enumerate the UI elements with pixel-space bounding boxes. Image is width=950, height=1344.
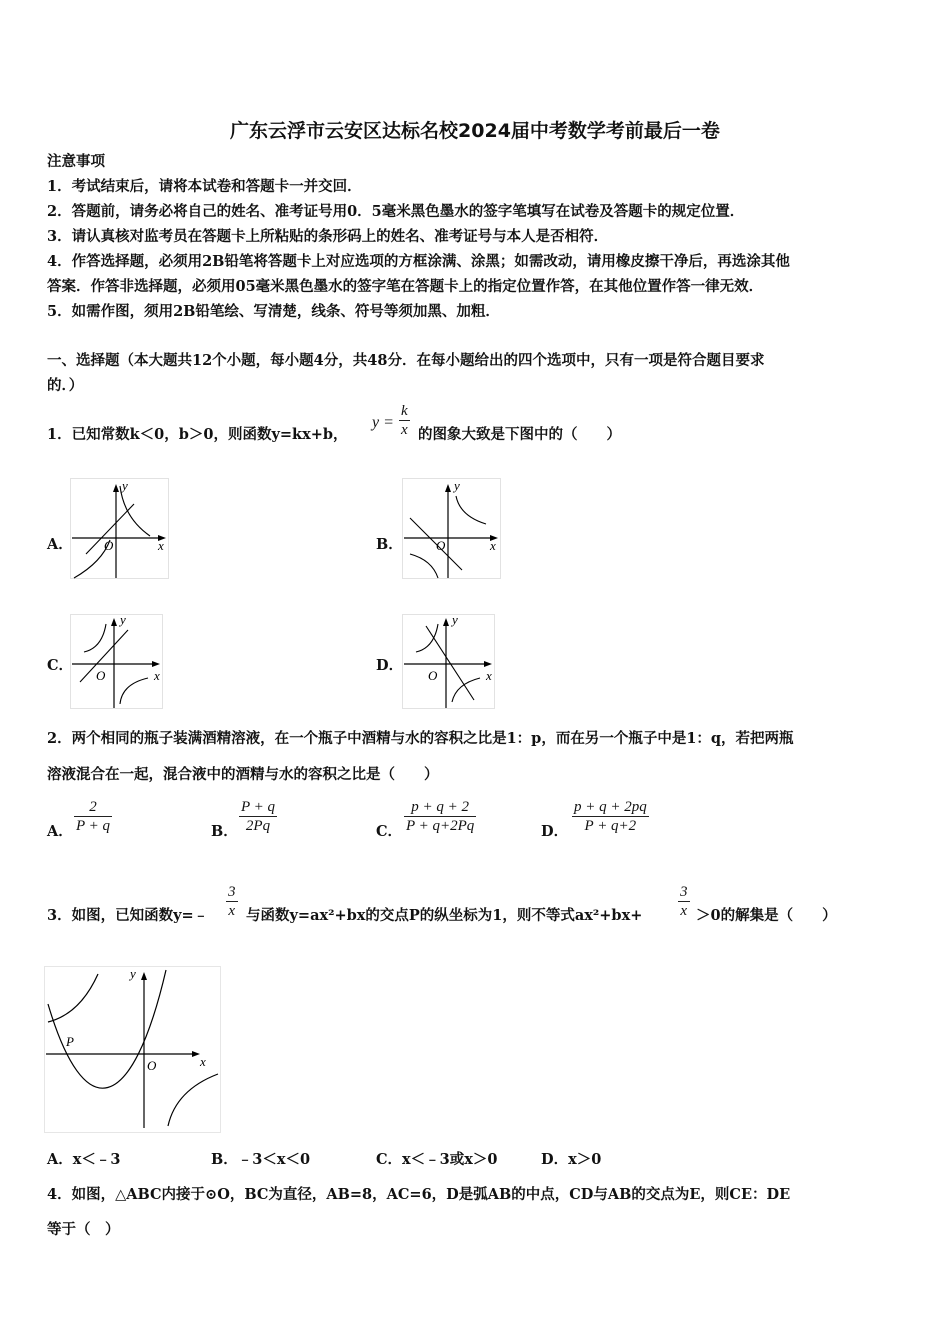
q3-option-b[interactable]: B．﹣3＜x＜0 — [211, 1151, 311, 1168]
q2-option-d-frac — [572, 798, 649, 835]
q1-option-b[interactable]: B． — [376, 536, 403, 553]
notice-item: 答案．作答非选择题，必须用05毫米黑色墨水的签字笔在答题卡上的指定位置作答，在其他位置作答一律无效． — [47, 278, 764, 295]
frac-den: P + q+2Pq — [406, 818, 475, 834]
q1-graph-axis-x: x — [154, 668, 160, 683]
q3-fraction — [226, 883, 238, 920]
q2-option-c[interactable]: C． — [376, 823, 403, 840]
frac-num: 3 — [228, 884, 236, 900]
q1-formula-num: k — [401, 403, 408, 419]
q3-stem: 3．如图，已知函数y=﹣ — [47, 907, 209, 924]
q1-graph-origin: O — [104, 538, 114, 553]
q1-option-d[interactable]: D． — [376, 657, 404, 674]
frac-den: 2Pq — [239, 816, 277, 835]
q4-stem: 4．如图，△ABC内接于⊙O，BC为直径，AB=8，AC=6，D是弧AB的中点，CD与AB的交点为E，则CE：DE — [47, 1186, 791, 1203]
section-heading-cont: 的．） — [47, 377, 84, 394]
page-title: 广东云浮市云安区达标名校2024届中考数学考前最后一卷 — [230, 120, 720, 142]
q1-stem: 1．已知常数k＜0，b＞0，则函数y=kx+b， — [47, 426, 348, 443]
q1-graph-a — [70, 478, 170, 580]
q1-graph-b — [402, 478, 502, 580]
q1-graph-d — [402, 614, 502, 710]
notice-item: 3．请认真核对监考员在答题卡上所粘贴的条形码上的姓名、准考证号与本人是否相符． — [47, 228, 609, 245]
section-heading: 一、选择题（本大题共12个小题，每小题4分，共48分．在每小题给出的四个选项中，只有一项是符合题目要求 — [47, 352, 765, 369]
notice-item: 5．如需作图，须用2B铅笔绘、写清楚，线条、符号等须加黑、加粗． — [47, 303, 500, 320]
frac-num: 2 — [89, 799, 97, 815]
notice-item: 1．考试结束后，请将本试卷和答题卡一并交回． — [47, 178, 362, 195]
q3-option-a[interactable]: A．x＜﹣3 — [47, 1151, 121, 1168]
q3-graph — [44, 966, 224, 1136]
q3-stem-middle: 与函数y=ax²+bx的交点P的纵坐标为1，则不等式ax²+bx+ — [246, 907, 643, 924]
frac-num: p + q + 2 — [411, 799, 470, 815]
q2-option-d[interactable]: D． — [541, 823, 569, 840]
notice-item: 4．作答选择题，必须用2B铅笔将答题卡上对应选项的方框涂满、涂黑；如需改动，请用橡皮擦干净后，再选涂其他 — [47, 253, 790, 270]
q1-formula-lhs: y = — [372, 414, 394, 431]
frac-den: P + q — [76, 818, 111, 834]
q3-option-d[interactable]: D．x＞0 — [541, 1151, 602, 1168]
q2-option-b-frac — [239, 798, 277, 835]
q1-graph-origin: O — [96, 668, 106, 683]
q1-graph-axis-y: y — [454, 478, 460, 493]
q1-option-a[interactable]: A． — [47, 536, 73, 553]
q1-graph-c — [70, 614, 170, 710]
frac-num: 3 — [680, 884, 688, 900]
frac-den: P + q+2 — [572, 816, 649, 835]
q1-stem-end: 的图象大致是下图中的（ ） — [418, 426, 621, 443]
q1-graph-axis-y: y — [452, 612, 458, 627]
q1-graph-axis-y: y — [122, 478, 128, 493]
q3-option-c[interactable]: C．x＜﹣3或x＞0 — [376, 1151, 498, 1168]
q1-graph-axis-x: x — [490, 538, 496, 553]
notice-heading: 注意事项 — [47, 153, 105, 170]
q2-option-b[interactable]: B． — [211, 823, 238, 840]
q1-formula-fraction — [399, 402, 410, 439]
q3-axis-x: x — [200, 1054, 206, 1069]
notice-item: 2．答题前，请务必将自己的姓名、准考证号用0．5毫米黑色墨水的签字笔填写在试卷及答题卡的规定位置． — [47, 203, 745, 220]
q1-graph-axis-x: x — [486, 668, 492, 683]
q3-fraction-2 — [678, 883, 690, 920]
q2-stem-cont: 溶液混合在一起，混合液中的酒精与水的容积之比是（ ） — [47, 766, 439, 783]
q1-option-c[interactable]: C． — [47, 657, 74, 674]
q2-stem: 2．两个相同的瓶子装满酒精溶液，在一个瓶子中酒精与水的容积之比是1：p，而在另一个瓶子中是1：q，若把两瓶 — [47, 730, 794, 747]
q4-stem-cont: 等于（ ） — [47, 1221, 120, 1238]
q2-option-c-frac — [404, 798, 476, 835]
frac-num: p + q + 2pq — [574, 799, 647, 815]
frac-den: x — [678, 901, 690, 920]
q3-origin: O — [147, 1058, 157, 1073]
q2-option-a-frac — [74, 798, 112, 835]
q1-graph-origin: O — [428, 668, 438, 683]
q1-graph-axis-x: x — [158, 538, 164, 553]
q1-formula-den: x — [401, 422, 408, 438]
q3-stem-end: ＞0的解集是（ ） — [696, 907, 837, 924]
q2-option-a[interactable]: A． — [47, 823, 73, 840]
q3-axis-y: y — [130, 966, 136, 981]
frac-num: P + q — [241, 799, 276, 815]
q1-graph-origin: O — [436, 538, 446, 553]
q1-graph-axis-y: y — [120, 612, 126, 627]
q3-point-label: P — [66, 1034, 74, 1049]
frac-den: x — [226, 901, 238, 920]
